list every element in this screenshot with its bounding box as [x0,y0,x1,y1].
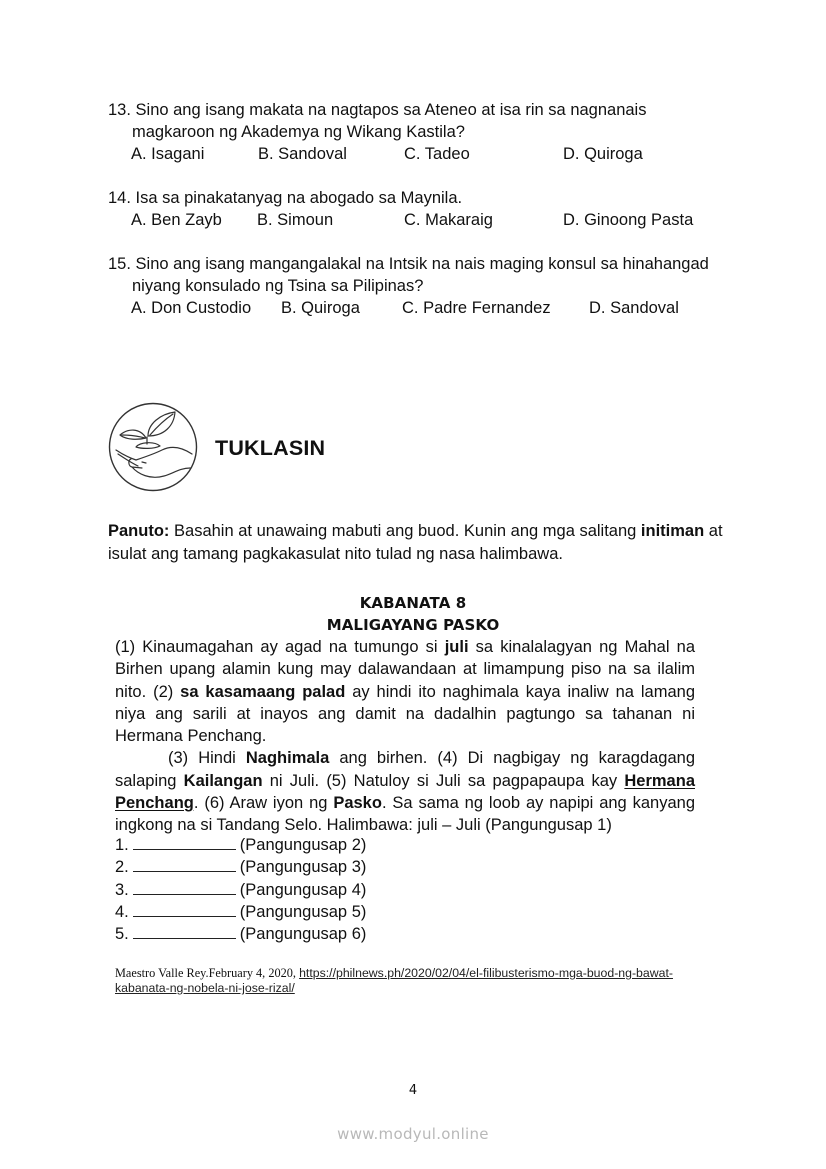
bold-word-pasko: Pasko [333,794,382,813]
bold-word-kailangan: Kailangan [183,771,263,790]
answer-list [115,834,366,945]
answer-row-5 [115,923,366,945]
choice-b: B. Sandoval [258,145,347,163]
question-14-line-1: 14. Isa sa pinakatanyag na abogado sa Maynila. [108,189,463,207]
story-text-run: ang birhen. (4) Di nagbigay ng karagdagang salaping [115,749,695,790]
answer-hint: (Pangungusap 3) [239,858,367,877]
answer-row-1 [115,834,366,856]
story-text-run: . Sa sama ng loob ay napipi ang kanyang ingkong na si Tandang Selo. Halimbawa: juli – Juli (Pangungusap 1) [115,794,695,835]
instructions-bold-word: initiman [640,522,705,540]
citation-author: Maestro Valle Rey.February 4, 2020, [115,966,300,980]
choice-b: B. Simoun [257,211,334,229]
story-text [115,636,695,837]
choice-c: C. Padre Fernandez [402,299,551,317]
section-title: TUKLASIN [215,436,326,460]
story-paragraph-1 [115,636,695,747]
question-15-line-2: niyang konsulado ng Tsina sa Pilipinas? [132,277,424,295]
bold-phrase-sa-kasamaang-palad: sa kasamaang palad [180,682,346,701]
answer-hint: (Pangungusap 6) [239,925,367,944]
answer-blank-3[interactable] [133,880,236,895]
answer-number: 4. [115,902,129,921]
choice-c: C. Makaraig [404,211,493,229]
page-number: 4 [408,1083,418,1098]
answer-number: 1. [115,836,129,854]
story-text-run: (3) Hindi [168,749,246,768]
choice-d: D. Sandoval [589,299,679,317]
choice-d: D. Ginoong Pasta [563,211,694,229]
bold-underlined-hermana-penchang: Hermana Penchang [115,771,695,813]
choice-a: A. Isagani [131,145,205,163]
choice-a: A. Don Custodio [131,299,252,317]
chapter-title: KABANATA 8 [359,594,467,612]
watermark: www.modyul.online [337,1125,489,1143]
story-text-run: ni Juli. (5) Natuloy si Juli sa pagpapaupa kay [262,771,625,790]
instructions-text-2: at isulat ang tamang pagkakasulat nito tulad ng nasa halimbawa. [108,522,723,563]
bold-word-naghimala: Naghimala [245,749,330,768]
story-text-run: sa kinalalagyan ng Mahal na Birhen upang alamin kung may dalawandaan at limampung piso na sa ilalim nito. (2) [115,638,696,701]
answer-hint: (Pangungusap 5) [239,902,367,921]
story-text-run: . (6) Araw iyon ng [193,794,334,813]
choice-a: A. Ben Zayb [131,211,222,229]
choice-c: C. Tadeo [404,145,470,163]
answer-number: 2. [115,858,129,877]
choice-b: B. Quiroga [281,299,360,317]
chapter-subtitle: MALIGAYANG PASKO [326,616,500,634]
question-15-line-1: 15. Sino ang isang mangangalakal na Intsik na nais maging konsul sa hinahangad [108,255,709,273]
instructions-label: Panuto: [108,522,170,540]
question-13-line-1: 13. Sino ang isang makata na nagtapos sa Ateneo at isa rin sa nagnanais [108,101,647,119]
instructions-text-1: Basahin at unawaing mabuti ang buod. Kunin ang mga salitang [169,522,641,540]
story-text-run: (1) Kinaumagahan ay agad na tumungo si [115,638,445,656]
hand-holding-seedling-icon [108,402,198,492]
answer-blank-4[interactable] [133,902,236,917]
answer-hint: (Pangungusap 4) [239,880,367,899]
answer-blank-5[interactable] [133,924,236,939]
citation [115,966,705,996]
instructions [108,520,723,566]
answer-blank-2[interactable] [133,857,236,872]
answer-row-3 [115,879,366,901]
citation-link[interactable]: https://philnews.ph/2020/02/04/el-filibusterismo-mga-buod-ng-bawat-kabanata-ng-nobela-ni-jose-rizal/ [115,966,673,995]
story-paragraph-2 [115,747,695,836]
answer-row-2 [115,856,366,878]
answer-row-4 [115,901,366,923]
bold-word-juli: juli [444,638,469,656]
story-text-run: ay hindi ito naghimala kaya inaliw na lamang niya ang sarili at inayos ang damit na dadalhin pagtungo sa tahanan ni Hermana Penchang. [115,682,695,746]
answer-number: 3. [115,880,129,899]
answer-hint: (Pangungusap 2) [239,836,367,854]
answer-blank-1[interactable] [133,835,236,850]
question-13-line-2: magkaroon ng Akademya ng Wikang Kastila? [132,123,465,141]
answer-number: 5. [115,925,129,944]
choice-d: D. Quiroga [563,145,643,163]
